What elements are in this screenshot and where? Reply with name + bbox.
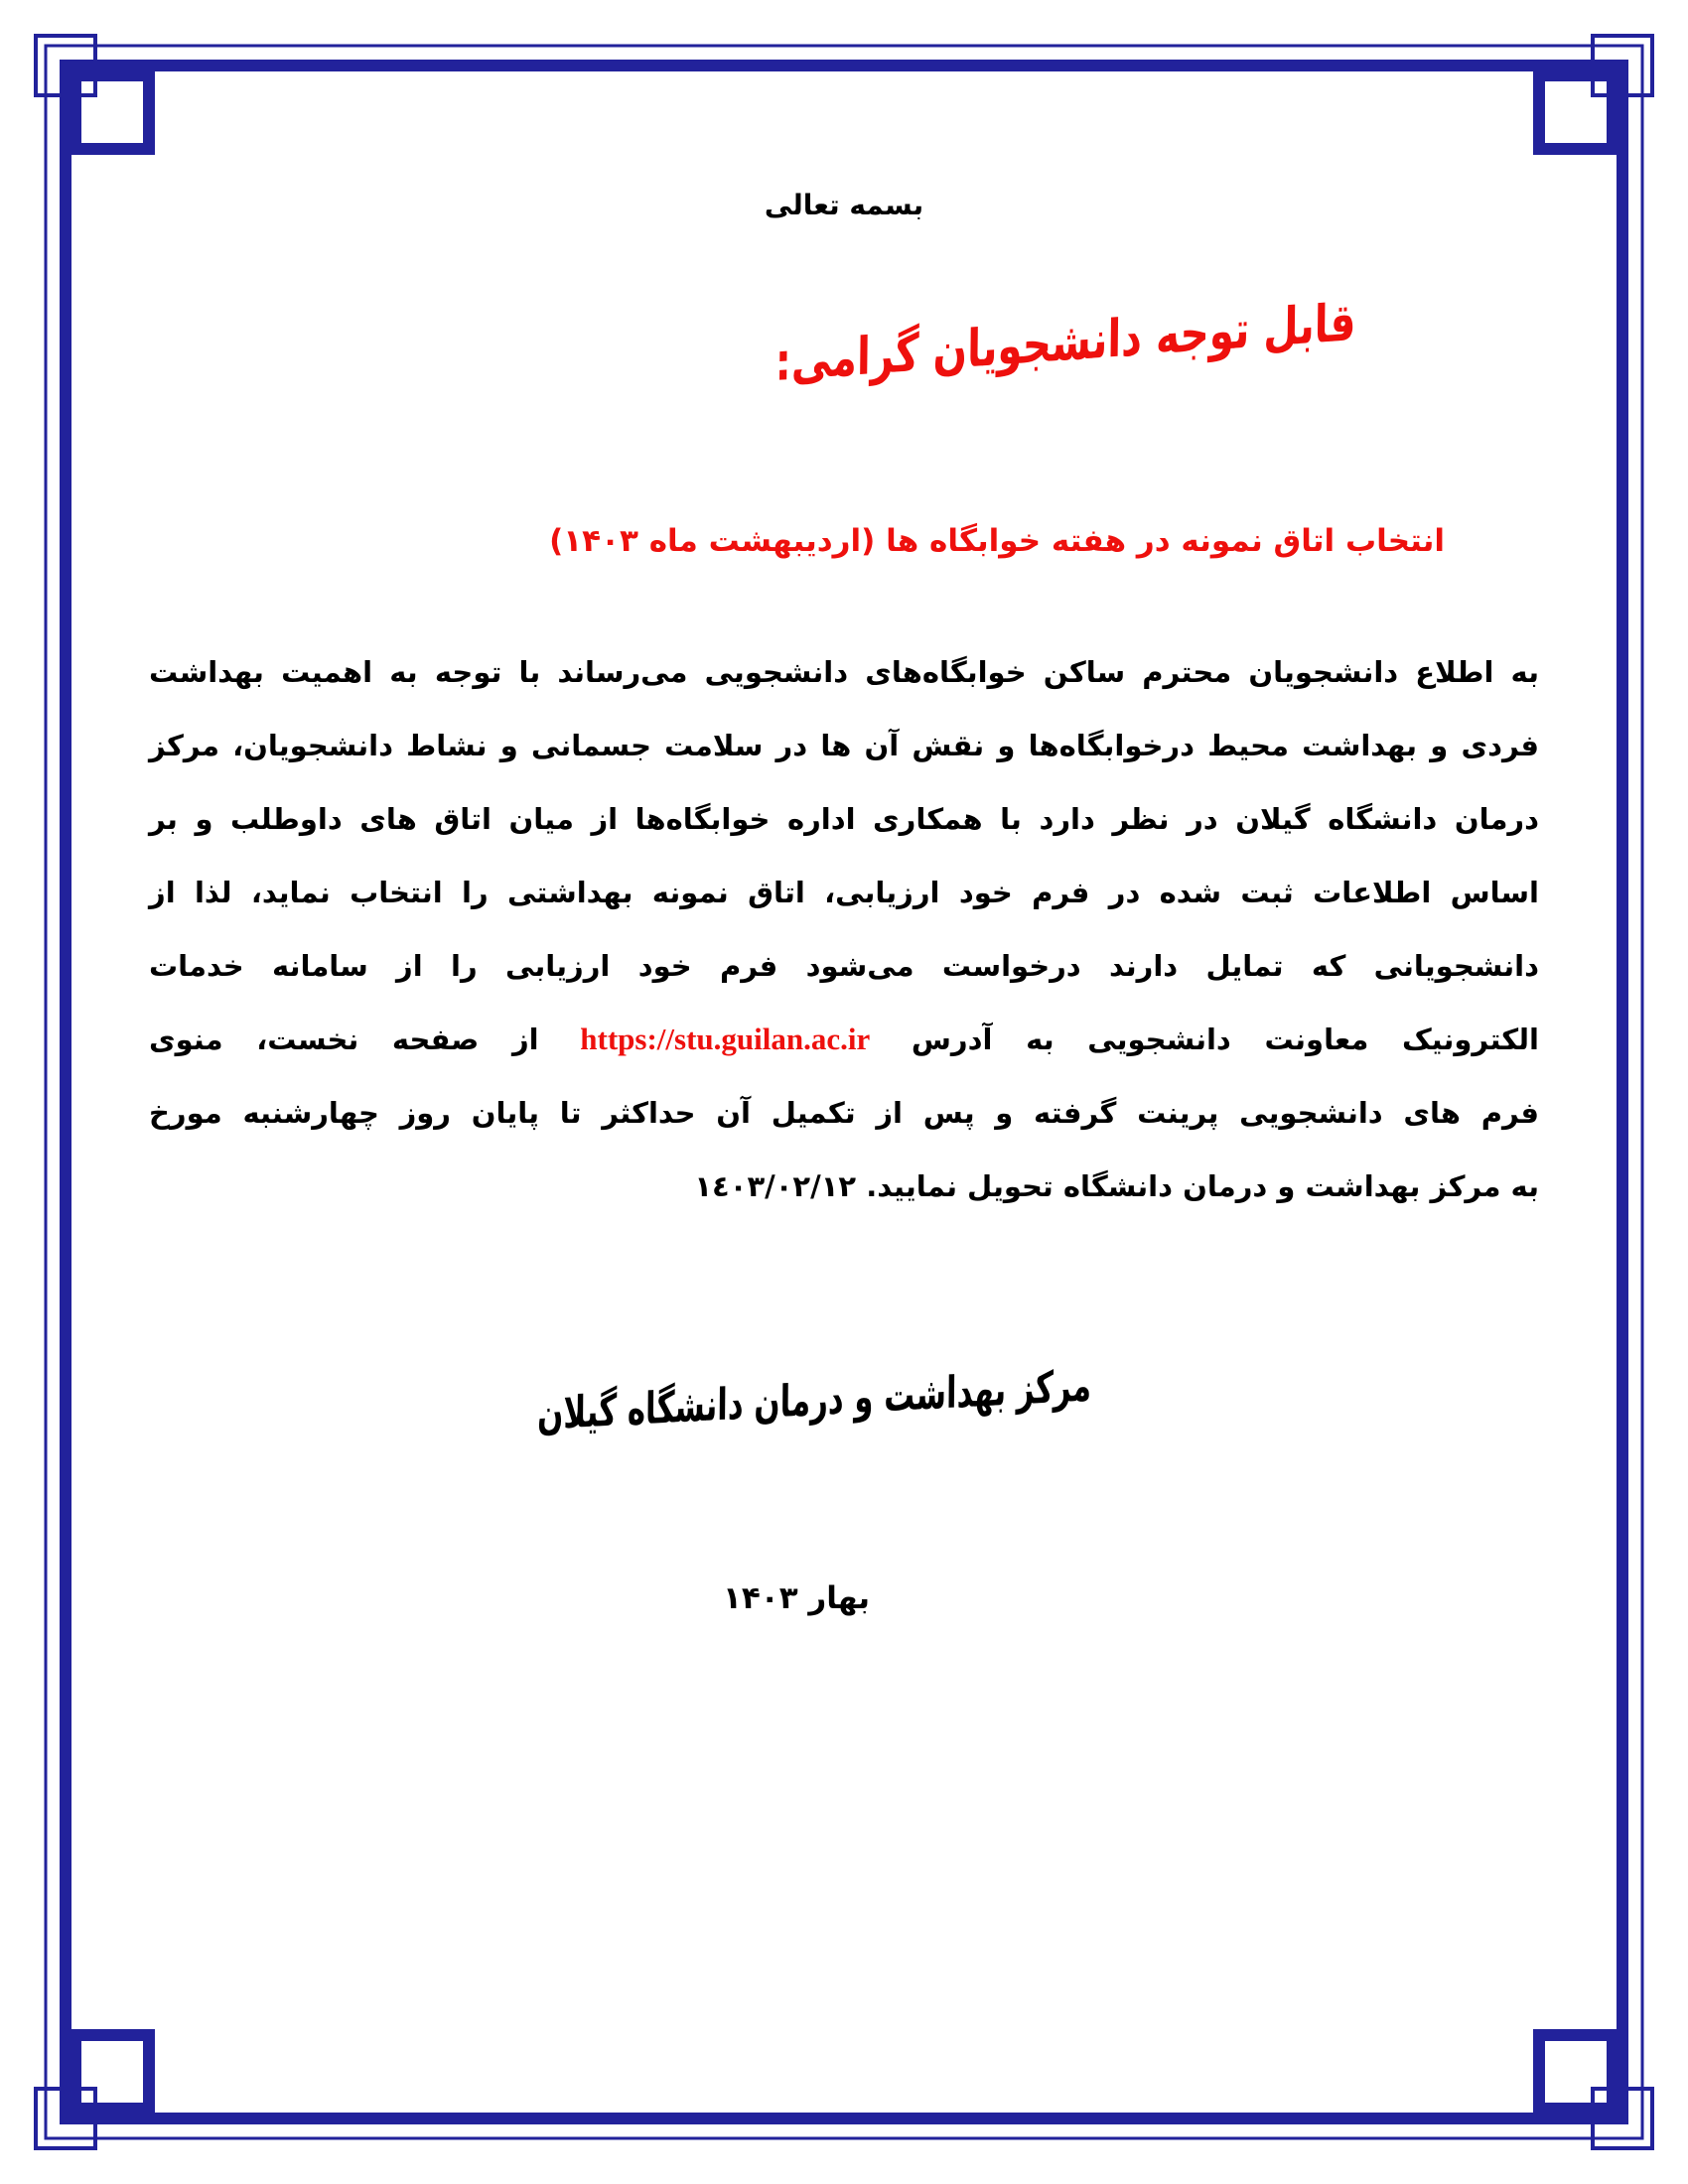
last-line-text: به مرکز بهداشت و درمان دانشگاه تحویل نمایید. [866, 1169, 1539, 1203]
body-line: فردی و بهداشت محیط درخوابگاه‌ها و نقش آن ها در سلامت جسمانی و نشاط دانشجویان، مرکز [149, 729, 1539, 762]
body-line: فرم های دانشجویی پرینت گرفته و پس از تکمیل آن حداکثر تا پایان روز چهارشنبه مورخ [149, 1096, 1539, 1130]
deadline-date: ١٤٠٣/٠٢/١٢ [694, 1169, 857, 1203]
stu-portal-link[interactable]: https://stu.guilan.ac.ir [580, 1022, 871, 1056]
body-line-last [149, 1150, 1539, 1223]
body-paragraph [149, 635, 1539, 1223]
season-date: بهار ۱۴۰۳ [722, 1580, 871, 1616]
announcement-heading: انتخاب اتاق نمونه در هفته خوابگاه ها (اردیبهشت ماه ۱۴۰۳) [549, 523, 1445, 559]
body-line: درمان دانشگاه گیلان در نظر دارد با همکاری اداره خوابگاه‌ها از میان اتاق های داوطلب و بر [149, 802, 1539, 836]
body-line: به اطلاع دانشجویان محترم ساکن خوابگاه‌های دانشجویی می‌رساند با توجه به اهمیت بهداشت [149, 655, 1539, 689]
link-line-after: از صفحه نخست، منوی [149, 1023, 539, 1056]
link-line-before: الکترونیک معاونت دانشجویی به آدرس [911, 1023, 1539, 1056]
signature-calligraphy: مرکز بهداشت و درمان دانشگاه گیلان [536, 1360, 1092, 1440]
body-line: اساس اطلاعات ثبت شده در فرم خود ارزیابی، اتاق نمونه بهداشتی را انتخاب نماید، لذا از [149, 876, 1539, 909]
body-line: دانشجویانی که تمایل دارند درخواست می‌شود فرم خود ارزیابی را از سامانه خدمات [149, 949, 1539, 983]
body-line-with-link [149, 1003, 1539, 1076]
signature-block [0, 1360, 1688, 1440]
calligraphic-title: قابل توجه دانشجویان گرامی: [774, 292, 1356, 393]
bismillah-header: بسمه تعالی [764, 189, 924, 221]
